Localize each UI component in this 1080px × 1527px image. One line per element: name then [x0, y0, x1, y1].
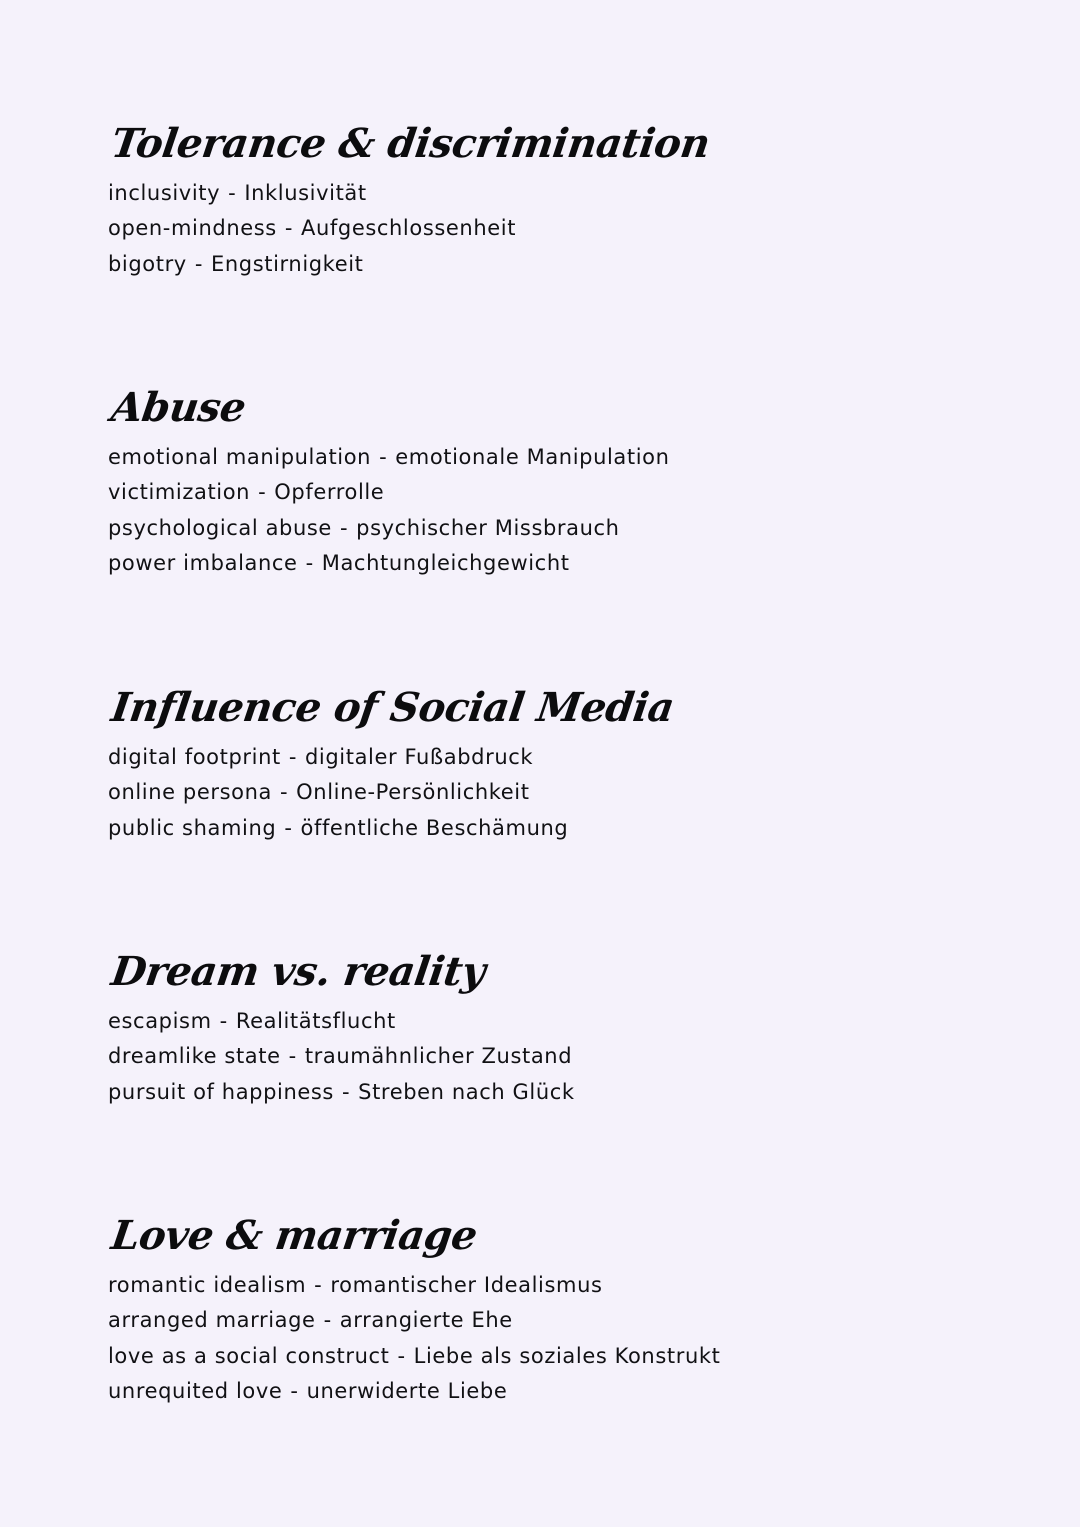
separator: - [397, 1343, 406, 1368]
german-term: Liebe als soziales Konstrukt [413, 1343, 721, 1368]
vocab-item [108, 176, 1008, 211]
separator: - [258, 480, 267, 505]
english-term: bigotry [108, 251, 187, 276]
separator: - [305, 550, 314, 575]
german-term: Engstirnigkeit [211, 251, 364, 276]
english-term: online persona [108, 780, 272, 805]
english-term: digital footprint [108, 745, 281, 769]
english-term: open-mindness [108, 216, 277, 241]
english-term: pursuit of happiness [108, 1079, 334, 1104]
german-term: digitaler Fußabdruck [305, 745, 534, 769]
vocab-item [108, 1004, 1008, 1039]
english-term: inclusivity [108, 181, 221, 205]
german-term: Aufgeschlossenheit [301, 216, 517, 241]
separator: - [284, 216, 294, 241]
vocab-list [108, 1004, 1008, 1110]
english-term: psychological abuse [108, 515, 332, 540]
english-term: victimization [108, 480, 251, 505]
separator: - [323, 1308, 332, 1333]
vocab-item [108, 475, 1008, 510]
separator: - [288, 1044, 297, 1069]
separator: - [314, 1273, 323, 1297]
english-term: public shaming [108, 815, 277, 840]
section-abuse [108, 382, 1008, 581]
vocab-item [108, 1039, 1008, 1074]
vocab-list [108, 440, 1008, 581]
separator: - [341, 1079, 351, 1104]
vocab-list [108, 1268, 1008, 1409]
english-term: emotional manipulation [108, 445, 372, 469]
vocab-item [108, 247, 1008, 282]
vocab-list [108, 740, 1008, 846]
section-title: Love & marriage [108, 1212, 480, 1259]
german-term: traumähnlicher Zustand [304, 1044, 573, 1069]
vocab-item [108, 511, 1008, 546]
german-term: Streben nach Glück [358, 1079, 575, 1104]
vocab-list [108, 176, 1008, 282]
separator: - [194, 251, 204, 276]
vocab-item [108, 1339, 1008, 1374]
section-influence-social-media [108, 682, 1008, 846]
german-term: unerwiderte Liebe [306, 1378, 508, 1403]
section-title: Dream vs. reality [108, 948, 489, 995]
english-term: dreamlike state [108, 1044, 281, 1069]
german-term: arrangierte Ehe [339, 1308, 513, 1333]
english-term: romantic idealism [108, 1273, 307, 1297]
english-term: arranged marriage [108, 1308, 316, 1333]
vocab-item [108, 775, 1008, 810]
separator: - [279, 780, 289, 805]
separator: - [379, 445, 388, 469]
vocab-item [108, 440, 1008, 475]
separator: - [339, 515, 349, 540]
english-term: love as a social construct [108, 1343, 390, 1368]
vocab-item [108, 1303, 1008, 1338]
section-title: Tolerance & discrimination [108, 120, 713, 167]
separator: - [219, 1009, 228, 1033]
german-term: emotionale Manipulation [395, 445, 670, 469]
german-term: Online-Persönlichkeit [296, 780, 530, 805]
separator: - [288, 745, 297, 769]
vocab-item [108, 546, 1008, 581]
vocab-item [108, 811, 1008, 846]
english-term: unrequited love [108, 1378, 283, 1403]
german-term: Realitätsflucht [235, 1009, 396, 1033]
section-title: Influence of Social Media [108, 684, 677, 731]
german-term: psychischer Missbrauch [356, 515, 620, 540]
section-tolerance-discrimination [108, 118, 1008, 282]
section-title: Abuse [108, 384, 249, 431]
german-term: Opferrolle [274, 480, 385, 505]
vocab-item [108, 740, 1008, 775]
separator: - [284, 815, 293, 840]
german-term: romantischer Idealismus [330, 1273, 603, 1297]
german-term: Inklusivität [244, 181, 367, 205]
vocab-item [108, 1075, 1008, 1110]
vocab-item [108, 211, 1008, 246]
section-dream-vs-reality [108, 946, 1008, 1110]
separator: - [228, 181, 237, 205]
german-term: öffentliche Beschämung [300, 815, 569, 840]
section-love-marriage [108, 1210, 1008, 1409]
english-term: escapism [108, 1009, 212, 1033]
vocab-item [108, 1374, 1008, 1409]
vocab-item [108, 1268, 1008, 1303]
separator: - [290, 1378, 299, 1403]
german-term: Machtungleichgewicht [321, 550, 570, 575]
english-term: power imbalance [108, 550, 298, 575]
